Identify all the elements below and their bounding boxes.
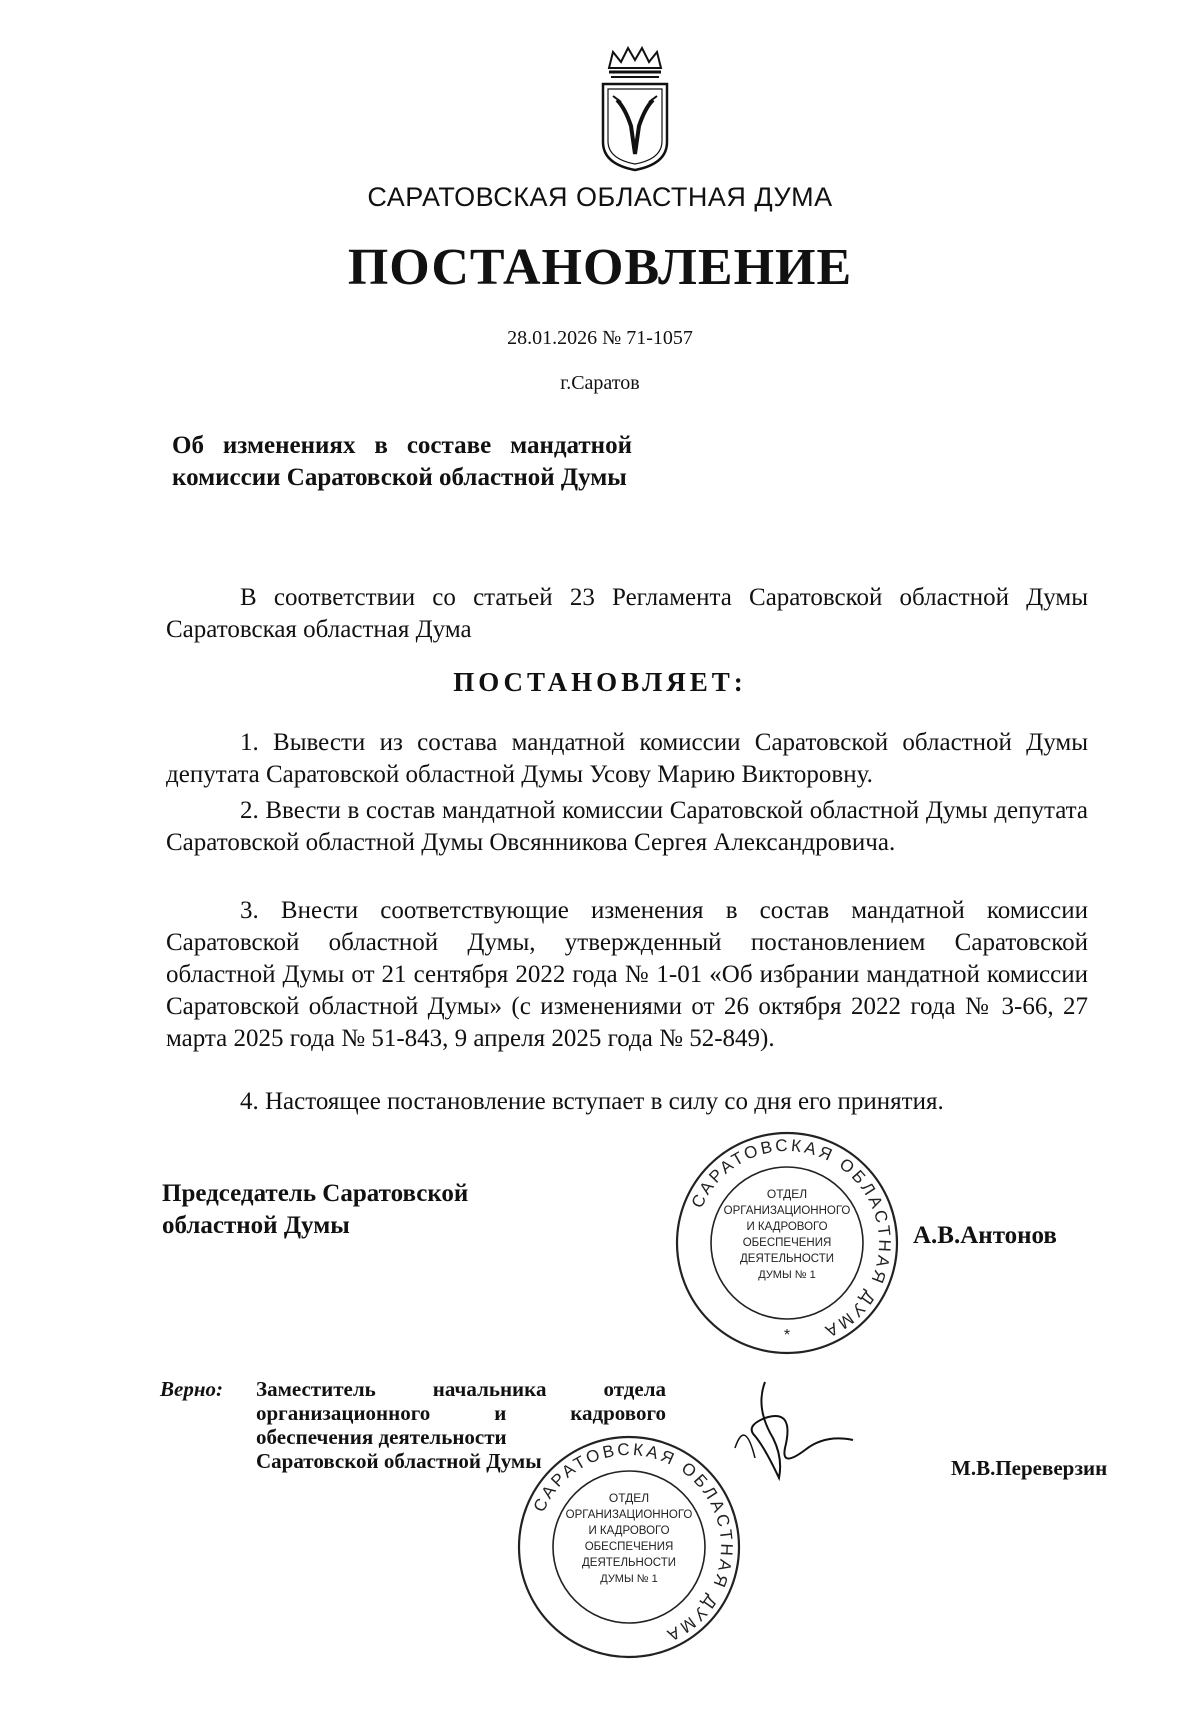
verification-label: Верно: (160, 1377, 223, 1401)
verification-line-1: Заместитель начальника отдела (256, 1377, 666, 1401)
resolution-item-1: 1. Вывести из состава мандатной комиссии Саратовской областной Думы депутата Саратовской областной Думы Усову Марию Викторовну. (166, 729, 1088, 788)
official-seal-stamp-2 (514, 1432, 744, 1662)
svg-text:ДУМЫ № 1: ДУМЫ № 1 (600, 1573, 658, 1585)
official-seal-stamp (672, 1128, 902, 1358)
signatory-name: А.В.Антонов (913, 1222, 1057, 1249)
resolution-item-4: 4. Настоящее постановление вступает в силу со дня его принятия. (240, 1088, 944, 1115)
svg-text:САРАТОВСКАЯ ОБЛАСТНАЯ ДУМА: САРАТОВСКАЯ ОБЛАСТНАЯ ДУМА (529, 1439, 737, 1647)
svg-text:И КАДРОВОГО: И КАДРОВОГО (746, 1221, 828, 1233)
svg-text:И КАДРОВОГО: И КАДРОВОГО (588, 1525, 670, 1537)
verification-line-3: обеспечения деятельности (256, 1425, 507, 1449)
verifier-name: М.В.Переверзин (951, 1456, 1108, 1480)
date-number: 28.01.2026 № 71-1057 (507, 327, 693, 349)
city: г.Саратов (560, 372, 640, 394)
svg-text:САРАТОВСКАЯ ОБЛАСТНАЯ ДУМА: САРАТОВСКАЯ ОБЛАСТНАЯ ДУМА (687, 1135, 895, 1343)
svg-text:ОРГАНИЗАЦИОННОГО: ОРГАНИЗАЦИОННОГО (723, 1205, 851, 1217)
coat-of-arms-emblem (595, 46, 675, 172)
resolution-item-3: 3. Внести соответствующие изменения в состав мандатной комиссии Саратовской областной Думы, утвержденный постановлением Саратовской областной Думы от 21 сентября 2022 года № 1-01 «Об избрании мандатной комиссии Саратовской областной Думы» (с изменениями от 26 октября 2022 года № 3-66, 27 марта 2025 года № 51-843, 9 апреля 2025 года № 52-849). (166, 897, 1088, 1052)
svg-text:ДЕЯТЕЛЬНОСТИ: ДЕЯТЕЛЬНОСТИ (739, 1253, 835, 1265)
svg-text:ОТДЕЛ: ОТДЕЛ (608, 1491, 650, 1505)
handwritten-signature (725, 1378, 855, 1488)
svg-text:ДЕЯТЕЛЬНОСТИ: ДЕЯТЕЛЬНОСТИ (581, 1557, 677, 1569)
svg-text:ОБЕСПЕЧЕНИЯ: ОБЕСПЕЧЕНИЯ (584, 1541, 674, 1553)
svg-text:ДУМЫ № 1: ДУМЫ № 1 (758, 1269, 816, 1281)
resolution-item-2: 2. Ввести в состав мандатной комиссии Саратовской областной Думы депутата Саратовской областной Думы Овсянникова Сергея Александровича. (166, 797, 1088, 856)
verification-line-2: организационного и кадрового (256, 1401, 666, 1425)
resolve-heading: ПОСТАНОВЛЯЕТ: (453, 667, 747, 697)
svg-text:ОТДЕЛ: ОТДЕЛ (766, 1187, 808, 1201)
signatory-position: Председатель Саратовской областной Думы (162, 1180, 469, 1239)
verification-line-4: Саратовской областной Думы (256, 1449, 542, 1473)
preamble: В соответствии со статьей 23 Регламента Саратовской областной Думы Саратовская областная Дума (166, 584, 1088, 643)
svg-text:ОБЕСПЕЧЕНИЯ: ОБЕСПЕЧЕНИЯ (742, 1237, 832, 1249)
document-subject: Об изменениях в составе мандатной комиссии Саратовской областной Думы (172, 432, 632, 491)
svg-text:*: * (783, 1327, 791, 1344)
document-type: ПОСТАНОВЛЕНИЕ (347, 239, 853, 296)
svg-text:ОРГАНИЗАЦИОННОГО: ОРГАНИЗАЦИОННОГО (565, 1509, 693, 1521)
organization-name: САРАТОВСКАЯ ОБЛАСТНАЯ ДУМА (367, 182, 833, 212)
